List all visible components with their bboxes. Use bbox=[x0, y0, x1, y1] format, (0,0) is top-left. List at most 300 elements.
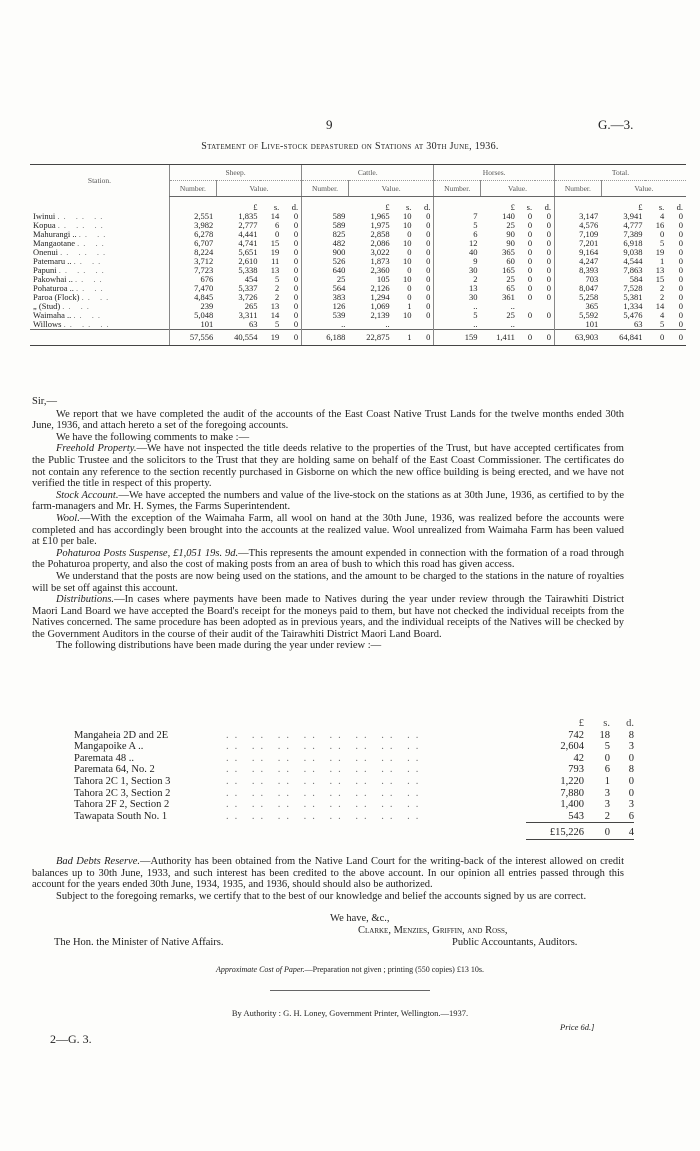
station-column-header: Station. bbox=[30, 165, 170, 197]
horses-shillings-cell: 0 bbox=[527, 229, 533, 239]
paragraph-comments: We have the following comments to make :— bbox=[56, 431, 250, 443]
horses-pence-cell: 0 bbox=[546, 283, 551, 293]
cattle-number-cell: .. bbox=[302, 320, 349, 330]
total-pence-cell: 0 bbox=[678, 319, 683, 329]
cattle-pounds-cell: 2,126 bbox=[370, 283, 390, 293]
cattle-pounds-cell: 1,069 bbox=[370, 301, 390, 311]
total-pence-cell: 0 bbox=[678, 238, 683, 248]
cattle-number-cell: 25 bbox=[302, 275, 349, 284]
horses-number-cell: 30 bbox=[434, 293, 481, 302]
cattle-pounds-cell: 1,965 bbox=[370, 211, 390, 221]
horses-pounds-cell: 25 bbox=[506, 220, 515, 230]
total-pounds-cell: 7,863 bbox=[623, 265, 643, 275]
cattle-pounds-cell: 1,294 bbox=[370, 292, 390, 302]
distribution-name: Tawapata South No. 1 bbox=[74, 811, 168, 822]
sheep-pounds-cell: 3,311 bbox=[238, 310, 258, 320]
sheep-pounds-cell: 4,741 bbox=[238, 238, 258, 248]
total-group-header: Total. bbox=[554, 165, 686, 181]
dot-leader: .. .. .. .. .. .. .. .. bbox=[226, 787, 425, 799]
paragraph-wool: Wool.—With the exception of the Waimaha Farm, all wool on hand at the 30th June, 1936, was realized before the accounts were completed and has accordingly been brought into the accounts at the realized value. Wool unrealized from Waimaha Farm has been valued at £10 per bale. bbox=[32, 512, 624, 548]
cattle-pence-cell: 0 bbox=[414, 330, 433, 346]
units-row: £ s. d. £ s. d. £ s. d. £ s. d. bbox=[30, 197, 686, 213]
distribution-row bbox=[74, 741, 634, 753]
sheep-shillings-cell: 5 bbox=[275, 274, 280, 284]
amount-shillings: 2 bbox=[604, 810, 610, 822]
horses-pence-cell bbox=[535, 302, 554, 311]
total-number-cell: 101 bbox=[554, 320, 601, 330]
sheep-number-cell: 4,845 bbox=[170, 293, 217, 302]
total-pounds-cell: 4,544 bbox=[623, 256, 643, 266]
horses-pounds-cell: 365 bbox=[502, 247, 515, 257]
amount-pounds: 543 bbox=[568, 810, 584, 822]
total-number-cell: 4,576 bbox=[554, 221, 601, 230]
sheep-shillings-cell: 5 bbox=[275, 319, 280, 329]
sheep-number-cell: 57,556 bbox=[170, 330, 217, 346]
cattle-pence-cell: 0 bbox=[426, 265, 431, 275]
cattle-shillings-cell: 0 bbox=[407, 229, 412, 239]
total-pounds-cell: 4,777 bbox=[623, 220, 643, 230]
total-pounds-cell: 1,334 bbox=[623, 301, 643, 311]
amount-pounds: 42 bbox=[573, 752, 584, 764]
sheep-shillings-cell: 19 bbox=[270, 247, 280, 257]
total-number-cell: 703 bbox=[554, 275, 601, 284]
dot-leader: .. .. .. .. .. .. .. .. bbox=[226, 752, 425, 764]
paragraph-posts: Pohaturoa Posts Suspense, £1,051 19s. 9d.—This represents the amount expended in connection with the formation of a road through the Pohaturoa property, and also the cost of making posts from an area of bush to which this road has given access. bbox=[32, 547, 624, 571]
horses-pence-cell: 0 bbox=[546, 229, 551, 239]
total-shillings-cell: 4 bbox=[660, 211, 665, 221]
horses-shillings-cell: 0 bbox=[527, 247, 533, 257]
horses-pounds-cell: 140 bbox=[502, 211, 515, 221]
distributions-table bbox=[74, 718, 634, 840]
cattle-number-cell: 526 bbox=[302, 257, 349, 266]
total-shillings-cell: 0 bbox=[660, 229, 665, 239]
station-name: Iwinui .. .. .. bbox=[33, 211, 107, 221]
sheep-pounds-cell: 63 bbox=[248, 319, 258, 329]
cattle-shillings-cell: 0 bbox=[407, 247, 412, 257]
horses-number-cell: 7 bbox=[434, 212, 481, 221]
horses-pence-cell: 0 bbox=[546, 220, 551, 230]
horses-pence-cell: 0 bbox=[546, 265, 551, 275]
total-number-cell: 7,201 bbox=[554, 239, 601, 248]
total-shillings-cell: 5 bbox=[660, 319, 665, 329]
sheep-pounds-cell: 265 bbox=[244, 301, 258, 311]
sheep-number-cell: 101 bbox=[170, 320, 217, 330]
distribution-row bbox=[74, 764, 634, 776]
horses-number-cell: 40 bbox=[434, 248, 481, 257]
horses-shillings-cell: 0 bbox=[527, 265, 533, 275]
cattle-pence-cell: 0 bbox=[426, 274, 431, 284]
station-name: Onenui .. .. .. bbox=[33, 247, 110, 257]
distribution-name: Paremata 64, No. 2 bbox=[74, 764, 155, 776]
distribution-name: Paremata 48 .. bbox=[74, 752, 135, 764]
total-pounds-cell: 7,528 bbox=[623, 283, 643, 293]
cattle-number-cell: 589 bbox=[302, 212, 349, 221]
value-header: Value. bbox=[481, 181, 555, 197]
number-header: Number. bbox=[434, 181, 481, 197]
paragraph-audit: We report that we have completed the audit of the accounts of the East Coast Native Trust Lands for the twelve months ended 30th June, 1936, and attach hereto a set of the foregoing accounts. bbox=[32, 408, 624, 432]
sheep-pounds-cell: 1,835 bbox=[238, 211, 258, 221]
total-pence-cell: 0 bbox=[678, 292, 683, 302]
amount-shillings: 5 bbox=[604, 741, 610, 753]
cattle-shillings-cell: 1 bbox=[393, 330, 415, 346]
heading-freehold: Freehold Property. bbox=[56, 443, 137, 455]
sheep-pence-cell: 0 bbox=[293, 220, 299, 230]
printer-authority: By Authority : G. H. Loney, Government Printer, Wellington.—1937. bbox=[231, 1008, 469, 1018]
paragraph-distributions: Distributions.—In cases where payments have been made to Natives during the year under review through the Tairawhiti District Maori Land Board we have accepted the Board's receipt for the moneys paid to them, but have not checked the individual receipts from the Natives concerned. The same procedure has been adopted as in previous years, and the individual receipts of the Natives will be checked by the Government Auditors in the course of their audit of the Tairawhiti District Maori Land Board. bbox=[32, 594, 624, 640]
horses-pence-cell: 0 bbox=[546, 238, 551, 248]
horses-pounds-cell: 60 bbox=[506, 256, 515, 266]
cattle-group-header: Cattle. bbox=[302, 165, 434, 181]
number-header: Number. bbox=[302, 181, 349, 197]
cattle-shillings-cell: 10 bbox=[402, 211, 412, 221]
paragraph-freehold: Freehold Property.—We have not inspected the title deeds relative to the properties of the Trust, but have accepted certificates from the Public Trustee and the solicitors to the Trust that they are holding same on behalf of the East Coast Commissioner. The certificates do not contain any reference to the section recently purchased in Gisborne on which the new office building is being erected, and we have not verified the title in respect of this property. bbox=[32, 443, 624, 490]
total-shillings-cell: 13 bbox=[655, 265, 665, 275]
amount-pounds: 793 bbox=[568, 764, 584, 776]
page-number: 9 bbox=[326, 117, 333, 132]
cattle-pence-cell bbox=[414, 320, 433, 330]
horses-shillings-cell bbox=[518, 302, 535, 311]
value-header: Value. bbox=[216, 181, 301, 197]
total-pence-cell: 0 bbox=[678, 247, 683, 257]
sheep-pence-cell: 0 bbox=[293, 256, 299, 266]
footer-rule bbox=[270, 990, 430, 991]
total-shillings-cell: 2 bbox=[660, 292, 665, 302]
sheep-pounds-cell: 5,337 bbox=[238, 283, 258, 293]
total-pence-cell: 0 bbox=[678, 283, 683, 293]
number-header: Number. bbox=[170, 181, 217, 197]
horses-pence-cell: 0 bbox=[546, 247, 551, 257]
amount-pounds: 742 bbox=[568, 729, 584, 741]
amount-pounds: 2,604 bbox=[560, 741, 584, 753]
cattle-number-cell: 589 bbox=[302, 221, 349, 230]
horses-group-header: Horses. bbox=[434, 165, 555, 181]
paragraph-stock: Stock Account.—We have accepted the numbers and value of the live-stock on the stations as at 30th June, 1936, as certified to by the farm-managers and Mr. H. Symes, the Farms Superintendent. bbox=[32, 489, 624, 513]
horses-number-cell: 5 bbox=[434, 221, 481, 230]
station-name: Pohaturoa .. .. .. bbox=[33, 283, 107, 293]
paragraph-bad-debts: Bad Debts Reserve.—Authority has been obtained from the Native Land Court for the writing-back of the interest allowed on credit balances up to 30th June, 1933, and such interest has been credited to the above account. In our opinion all entries passed through this account for the years ended 30th June, 1934, 1935, and 1936, should should also be authorized. bbox=[32, 856, 624, 891]
horses-pounds-cell: .. bbox=[510, 319, 515, 329]
cattle-pounds-cell: 2,360 bbox=[370, 265, 390, 275]
horses-number-cell: 13 bbox=[434, 284, 481, 293]
horses-pounds-cell: 25 bbox=[506, 274, 515, 284]
sheep-pounds-cell: 5,338 bbox=[238, 265, 258, 275]
dot-leader: .. .. .. .. .. .. .. .. bbox=[226, 764, 425, 776]
horses-shillings-cell: 0 bbox=[527, 274, 533, 284]
amount-shillings: 6 bbox=[604, 764, 610, 776]
sheep-pence-cell: 0 bbox=[293, 274, 299, 284]
amount-shillings: 0 bbox=[604, 752, 610, 764]
horses-number-cell: 9 bbox=[434, 257, 481, 266]
horses-pounds-cell: 361 bbox=[502, 292, 515, 302]
cattle-pence-cell: 0 bbox=[426, 256, 431, 266]
sheep-pence-cell: 0 bbox=[293, 292, 299, 302]
sheep-shillings-cell: 0 bbox=[275, 229, 280, 239]
total-pounds-cell: 584 bbox=[629, 274, 643, 284]
amount-pence: 3 bbox=[628, 741, 634, 753]
amount-shillings: 3 bbox=[604, 799, 610, 811]
horses-shillings-cell: 0 bbox=[527, 292, 533, 302]
cattle-pounds-cell: 2,139 bbox=[370, 310, 390, 320]
station-name: Mahurangi .. .. .. bbox=[33, 229, 110, 239]
sheep-pence-cell: 0 bbox=[293, 319, 299, 329]
sheep-pence-cell: 0 bbox=[293, 301, 299, 311]
cattle-pence-cell: 0 bbox=[426, 310, 431, 320]
horses-pounds-cell: 90 bbox=[506, 238, 515, 248]
sheep-pounds-cell: 454 bbox=[244, 274, 258, 284]
price: Price 6d.] bbox=[560, 1022, 595, 1032]
cattle-pence-cell: 0 bbox=[426, 283, 431, 293]
cattle-number-cell: 564 bbox=[302, 284, 349, 293]
amount-shillings: 1 bbox=[604, 775, 610, 787]
cattle-pence-cell: 0 bbox=[426, 229, 431, 239]
cattle-shillings-cell: 10 bbox=[402, 274, 412, 284]
distribution-name: Tahora 2F 2, Section 2 bbox=[74, 799, 170, 811]
total-number-cell: 5,258 bbox=[554, 293, 601, 302]
total-pence-cell: 0 bbox=[678, 310, 683, 320]
horses-pounds-cell: 90 bbox=[506, 229, 515, 239]
sheep-shillings-cell: 14 bbox=[270, 211, 280, 221]
horses-shillings-cell bbox=[518, 320, 535, 330]
total-number-cell: 63,903 bbox=[554, 330, 601, 346]
amount-pence: 6 bbox=[628, 810, 634, 822]
total-shillings-cell: 5 bbox=[660, 238, 665, 248]
horses-number-cell: 30 bbox=[434, 266, 481, 275]
distribution-row bbox=[74, 788, 634, 800]
total-pence-cell: 0 bbox=[678, 265, 683, 275]
total-pence-cell: 0 bbox=[678, 229, 683, 239]
livestock-table bbox=[30, 164, 686, 346]
sheep-pence-cell: 0 bbox=[293, 211, 299, 221]
paragraph-certify: Subject to the foregoing remarks, we certify that to the best of our knowledge and belief the accounts signed by us are correct. bbox=[56, 890, 587, 902]
amount-pounds: 1,220 bbox=[560, 775, 584, 787]
amount-shillings: 18 bbox=[599, 729, 610, 741]
sheep-shillings-cell: 13 bbox=[270, 265, 280, 275]
cattle-number-cell: 482 bbox=[302, 239, 349, 248]
total-shillings-cell: 14 bbox=[655, 301, 665, 311]
distribution-row bbox=[74, 811, 634, 823]
horses-pence-cell: 0 bbox=[546, 211, 551, 221]
sheep-number-cell: 8,224 bbox=[170, 248, 217, 257]
cattle-shillings-cell: 10 bbox=[402, 220, 412, 230]
total-pounds-cell: 7,389 bbox=[623, 229, 643, 239]
total-pence-cell: 0 bbox=[678, 220, 683, 230]
station-name: „ (Stud) .. .. bbox=[33, 301, 93, 311]
sheep-pence-cell: 0 bbox=[282, 330, 301, 346]
sheep-number-cell: 3,982 bbox=[170, 221, 217, 230]
value-header: Value. bbox=[348, 181, 433, 197]
station-name: Papuni .. .. .. bbox=[33, 265, 108, 275]
horses-number-cell: .. bbox=[434, 302, 481, 311]
total-pounds-cell: 5,381 bbox=[623, 292, 643, 302]
cattle-number-cell: 900 bbox=[302, 248, 349, 257]
paragraph-following: The following distributions have been made during the year under review :— bbox=[56, 640, 382, 652]
total-shillings-cell: 19 bbox=[655, 247, 665, 257]
total-number-cell: 5,592 bbox=[554, 311, 601, 320]
distributions-units-row: £ s. d. bbox=[578, 718, 634, 729]
sheep-shillings-cell: 13 bbox=[270, 301, 280, 311]
station-name: Pakowhai .. .. .. bbox=[33, 274, 106, 284]
sheep-shillings-cell: 2 bbox=[275, 283, 280, 293]
total-pounds-cell: 64,841 bbox=[601, 330, 645, 346]
addressee: The Hon. the Minister of Native Affairs. bbox=[54, 937, 224, 948]
dot-leader: .. .. .. .. .. .. .. .. bbox=[226, 811, 425, 822]
horses-shillings-cell: 0 bbox=[527, 220, 533, 230]
cattle-pence-cell: 0 bbox=[426, 247, 431, 257]
total-pence-cell: 0 bbox=[678, 274, 683, 284]
cattle-number-cell: 539 bbox=[302, 311, 349, 320]
sheep-pence-cell: 0 bbox=[293, 247, 299, 257]
total-pence-cell: 0 bbox=[678, 211, 683, 221]
horses-shillings-cell: 0 bbox=[527, 283, 533, 293]
amount-shillings: 3 bbox=[604, 787, 610, 799]
cattle-number-cell: 126 bbox=[302, 302, 349, 311]
horses-shillings-cell: 0 bbox=[527, 238, 533, 248]
auditors-title: Public Accountants, Auditors. bbox=[452, 937, 578, 948]
sheep-shillings-cell: 2 bbox=[275, 292, 280, 302]
horses-pounds-cell: .. bbox=[510, 301, 515, 311]
cattle-pence-cell: 0 bbox=[426, 220, 431, 230]
cattle-pounds-cell: 2,086 bbox=[370, 238, 390, 248]
cattle-shillings-cell: 0 bbox=[407, 292, 412, 302]
closing-we-have: We have, &c., bbox=[330, 913, 390, 924]
amount-pence: 0 bbox=[628, 775, 634, 787]
total-number-cell: 7,109 bbox=[554, 230, 601, 239]
station-name: Waimaha .. .. .. bbox=[33, 310, 105, 320]
sheep-shillings-cell: 11 bbox=[271, 256, 280, 266]
total-pounds-cell: 3,941 bbox=[623, 211, 643, 221]
sheep-pence-cell: 0 bbox=[293, 283, 299, 293]
sheep-number-cell: 2,551 bbox=[170, 212, 217, 221]
horses-number-cell: .. bbox=[434, 320, 481, 330]
horses-pounds-cell: 1,411 bbox=[481, 330, 518, 346]
amount-pence: 0 bbox=[628, 787, 634, 799]
cattle-shillings-cell: 10 bbox=[402, 256, 412, 266]
cattle-number-cell: 383 bbox=[302, 293, 349, 302]
heading-wool: Wool. bbox=[56, 512, 80, 524]
total-pounds-cell: 5,476 bbox=[623, 310, 643, 320]
horses-shillings-cell: 0 bbox=[527, 256, 533, 266]
cattle-pence-cell: 0 bbox=[426, 238, 431, 248]
sheep-number-cell: 676 bbox=[170, 275, 217, 284]
sheep-number-cell: 6,707 bbox=[170, 239, 217, 248]
sheep-shillings-cell: 19 bbox=[260, 330, 282, 346]
sheep-pounds-cell: 2,777 bbox=[238, 220, 258, 230]
cattle-pounds-cell: 105 bbox=[376, 274, 390, 284]
cattle-pounds-cell: 3,022 bbox=[370, 247, 390, 257]
sheep-shillings-cell: 14 bbox=[270, 310, 280, 320]
amount-pence: 3 bbox=[628, 799, 634, 811]
sheep-pounds-cell: 4,441 bbox=[238, 229, 258, 239]
total-number-cell: 4,247 bbox=[554, 257, 601, 266]
dot-leader: .. .. .. .. .. .. .. .. bbox=[226, 799, 425, 811]
total-shillings-cell: 4 bbox=[660, 310, 665, 320]
horses-shillings-cell: 0 bbox=[527, 211, 533, 221]
sheep-number-cell: 5,048 bbox=[170, 311, 217, 320]
distribution-name: Tahora 2C 3, Section 2 bbox=[74, 787, 171, 799]
distribution-total-row bbox=[74, 823, 634, 840]
cattle-pounds-cell: 1,873 bbox=[370, 256, 390, 266]
distribution-row bbox=[74, 776, 634, 788]
salutation: Sir,— bbox=[32, 396, 57, 407]
horses-number-cell: 6 bbox=[434, 230, 481, 239]
sheep-pence-cell: 0 bbox=[293, 229, 299, 239]
sheep-number-cell: 7,723 bbox=[170, 266, 217, 275]
total-number-cell: 8,393 bbox=[554, 266, 601, 275]
amount-pence: 0 bbox=[628, 752, 634, 764]
total-number-cell: 365 bbox=[554, 302, 601, 311]
cattle-pence-cell: 0 bbox=[426, 292, 431, 302]
sheep-pounds-cell: 40,554 bbox=[216, 330, 260, 346]
horses-number-cell: 2 bbox=[434, 275, 481, 284]
total-shillings-cell: 16 bbox=[655, 220, 665, 230]
total-shillings-cell: 0 bbox=[645, 330, 667, 346]
dot-leader: .. .. .. .. .. .. .. .. bbox=[226, 775, 425, 787]
cattle-shillings-cell: 0 bbox=[407, 283, 412, 293]
number-header: Number. bbox=[554, 181, 601, 197]
horses-pence-cell: 0 bbox=[535, 330, 554, 346]
distribution-row bbox=[74, 799, 634, 811]
horses-pounds-cell: 25 bbox=[506, 310, 515, 320]
distribution-name: Tahora 2C 1, Section 3 bbox=[74, 775, 171, 787]
sheep-pounds-cell: 2,610 bbox=[238, 256, 258, 266]
total-pence-cell: 0 bbox=[678, 256, 683, 266]
horses-pence-cell: 0 bbox=[546, 310, 551, 320]
sheep-number-cell: 7,470 bbox=[170, 284, 217, 293]
station-name bbox=[30, 330, 170, 346]
sheep-pounds-cell: 3,726 bbox=[238, 292, 258, 302]
table-row bbox=[30, 320, 686, 330]
station-name: Kopua .. .. .. bbox=[33, 220, 107, 230]
total-pounds: £15,226 bbox=[526, 823, 584, 840]
paragraph-royalties: We understand that the posts are now being used on the stations, and the amount to be charged to the stations in the nature of royalties will be set off against this account. bbox=[32, 570, 624, 594]
cattle-shillings-cell: 10 bbox=[402, 310, 412, 320]
horses-pounds-cell: 165 bbox=[502, 265, 515, 275]
horses-shillings-cell: 0 bbox=[518, 330, 535, 346]
heading-bad-debts: Bad Debts Reserve. bbox=[56, 856, 140, 867]
report-body bbox=[32, 396, 624, 652]
amount-pence: 8 bbox=[628, 764, 634, 776]
sheep-shillings-cell: 6 bbox=[275, 220, 280, 230]
cost-of-paper: Approximate Cost of Paper.—Preparation not given ; printing (550 copies) £13 10s. bbox=[216, 965, 484, 974]
cattle-pounds-cell: 2,858 bbox=[370, 229, 390, 239]
distribution-row bbox=[74, 753, 634, 765]
station-name: Paroa (Flock) .. .. bbox=[33, 292, 113, 302]
total-shillings-cell: 1 bbox=[660, 256, 665, 266]
horses-number-cell: 159 bbox=[434, 330, 481, 346]
total-shillings: 0 bbox=[584, 823, 610, 840]
horses-pence-cell bbox=[535, 320, 554, 330]
cattle-number-cell: 640 bbox=[302, 266, 349, 275]
total-number-cell: 8,047 bbox=[554, 284, 601, 293]
total-pounds-cell: 63 bbox=[633, 319, 643, 329]
report-body-continued bbox=[32, 856, 624, 902]
total-number-cell: 9,164 bbox=[554, 248, 601, 257]
distribution-row bbox=[74, 730, 634, 742]
sheep-number-cell: 239 bbox=[170, 302, 217, 311]
station-name: Patemaru .. .. .. bbox=[33, 256, 105, 266]
total-shillings-cell: 15 bbox=[655, 274, 665, 284]
cattle-number-cell: 825 bbox=[302, 230, 349, 239]
sheep-pence-cell: 0 bbox=[293, 238, 299, 248]
total-shillings-cell: 2 bbox=[660, 283, 665, 293]
horses-pence-cell: 0 bbox=[546, 256, 551, 266]
dot-leader: .. .. .. .. .. .. .. .. bbox=[226, 741, 425, 753]
cattle-shillings-cell: 0 bbox=[407, 265, 412, 275]
cattle-pounds-cell: 1,975 bbox=[370, 220, 390, 230]
total-pounds-cell: 6,918 bbox=[623, 238, 643, 248]
sheep-pence-cell: 0 bbox=[293, 310, 299, 320]
horses-shillings-cell: 0 bbox=[527, 310, 533, 320]
